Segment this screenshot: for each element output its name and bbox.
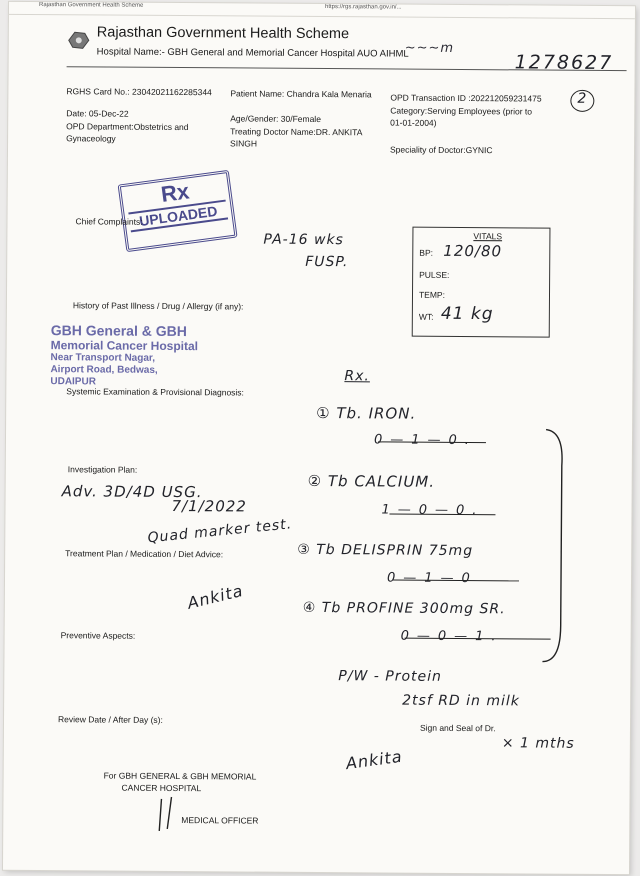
advice-duration: × 1 mths <box>501 735 575 752</box>
investigation-quad-test: Quad marker test. <box>146 516 293 547</box>
investigation-advice: Adv. 3D/4D USG. <box>61 482 203 502</box>
prescription-sheet <box>3 2 635 874</box>
rx-symbol: Rx <box>159 178 191 207</box>
weight-label: WT: <box>418 311 434 322</box>
top-strip <box>9 2 635 19</box>
seal-line-5: UDAIPUR <box>50 376 96 388</box>
handwritten-reg-number: 1278627 <box>514 51 614 75</box>
dosage-2: 1—0—0. <box>381 502 485 519</box>
handwritten-header-mark: ~~~m <box>404 40 455 56</box>
vitals-title: VITALS <box>473 231 503 242</box>
scheme-title: Rajasthan Government Health Scheme <box>96 24 350 43</box>
advice-line-2: 2tsf RD in milk <box>402 692 520 710</box>
seal-line-3: Near Transport Nagar, <box>50 352 156 364</box>
temp-label: TEMP: <box>418 289 446 300</box>
medicine-1: ① Tb. IRON. <box>316 403 417 423</box>
complaint-line-2: FUSP. <box>305 253 349 271</box>
visit-date: Date: 05-Dec-22 <box>66 108 129 119</box>
examination-label: Systemic Examination & Provisional Diagnosis: <box>66 386 244 398</box>
advice-line-1: P/W - Protein <box>338 668 442 685</box>
bp-value: 120/80 <box>443 241 503 261</box>
footer-signature-mark <box>153 793 193 833</box>
investigation-date: 7/1/2022 <box>171 496 247 516</box>
preventive-label: Preventive Aspects: <box>60 630 136 641</box>
seal-line-4: Airport Road, Bedwas, <box>50 364 158 376</box>
pulse-label: PULSE: <box>419 269 450 280</box>
opd-department-cont: Gynaceology <box>66 133 116 144</box>
dosage-1: 0—1—0. <box>373 432 477 449</box>
investigation-label: Investigation Plan: <box>67 464 138 475</box>
signature-2: Ankita <box>344 746 404 774</box>
rx-hand-mark: Rx. <box>344 368 370 385</box>
age-gender: Age/Gender: 30/Female <box>230 113 321 125</box>
hospital-name: Hospital Name:- GBH General and Memorial Cancer Hospital AUO AIHML <box>96 46 409 60</box>
footer-for-line-1: For GBH GENERAL & GBH MEMORIAL <box>103 770 257 782</box>
top-strip-left-text: Rajasthan Government Health Scheme <box>38 2 144 9</box>
weight-value: 41 kg <box>440 303 494 325</box>
bp-label: BP: <box>419 247 434 258</box>
signature-1: Ankita <box>185 580 246 613</box>
review-date-label: Review Date / After Day (s): <box>57 714 163 725</box>
top-strip-right-text: https://rgs.rajasthan.gov.in/... <box>324 4 402 11</box>
category: Category:Serving Employees (prior to <box>390 105 533 117</box>
vitals-box <box>412 227 551 338</box>
footer-for-line-2: CANCER HOSPITAL <box>121 782 202 794</box>
medical-officer-label: MEDICAL OFFICER <box>181 815 259 826</box>
card-number: RGHS Card No.: 23042021162285344 <box>66 86 212 98</box>
sign-seal-label: Sign and Seal of Dr. <box>419 722 496 734</box>
hospital-seal <box>50 322 198 389</box>
medicine-bracket <box>540 426 572 666</box>
medicine-4: ④ Tb PROFINE 300mg SR. <box>302 599 506 618</box>
treatment-plan-label: Treatment Plan / Medication / Diet Advice: <box>65 548 224 560</box>
rx-uploaded-stamp <box>118 170 238 252</box>
dosage-4: 0—0—1. <box>400 628 504 645</box>
treating-doctor: Treating Doctor Name:DR. ANKITA <box>230 126 363 138</box>
seal-line-1: GBH General & GBH <box>50 322 187 340</box>
transaction-id: OPD Transaction ID :202212059231475 <box>390 92 542 104</box>
medicine-3: ③ Tb DELISPRIN 75mg <box>297 541 474 560</box>
complaint-line-1: PA-16 wks <box>263 231 344 249</box>
history-label: History of Past Illness / Drug / Allergy (if any): <box>72 300 244 312</box>
circled-page-number: 2 <box>570 90 594 112</box>
chief-complaints-label: Chief Complaints: <box>75 216 143 227</box>
doctor-speciality: Speciality of Doctor:GYNIC <box>389 144 493 156</box>
category-cont: 01-01-2004) <box>390 117 437 128</box>
uploaded-label: UPLOADED <box>128 200 228 233</box>
medicine-2: ② Tb CALCIUM. <box>307 471 436 491</box>
scheme-logo <box>67 30 91 50</box>
seal-line-2: Memorial Cancer Hospital <box>50 338 199 354</box>
treating-doctor-cont: SINGH <box>230 138 258 149</box>
opd-department: OPD Department:Obstetrics and <box>66 121 189 133</box>
dosage-3: 0—1—0 <box>386 570 478 587</box>
patient-name: Patient Name: Chandra Kala Menaria <box>230 88 372 100</box>
